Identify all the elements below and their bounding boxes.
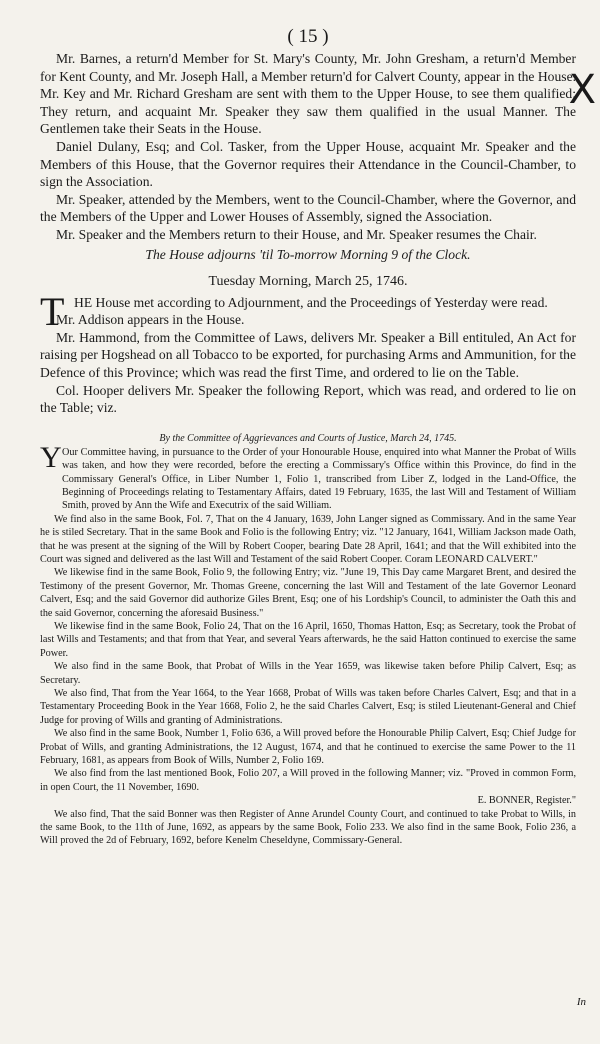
opening-paragraph-3: Mr. Speaker, attended by the Members, went to the Council-Chamber, where the Governor, and the Members of the Upper and Lower Houses of Assembly, signed the Association. (40, 191, 576, 225)
adjournment-line: The House adjourns 'til To-morrow Morning 9 of the Clock. (145, 246, 471, 262)
opening-paragraph-4: Mr. Speaker and the Members return to their House, and Mr. Speaker resumes the Chair. (56, 226, 537, 242)
session-date: Tuesday Morning, March 25, 1746. (208, 273, 408, 289)
report-first-paragraph: Our Committee having, in pursuance to the Order of your Honourable House, enquired into what Manner the Probat of Wills was taken, and how they were recorded, before the erecting a Commissary's Office within this Province, do find in the Commissary General's Office, in Liber Number 1, Folio 1, transcribed from Liber Z, lodged in the Land-Office, the Beginning of Proceedings relating to Testamentary Affairs, dated 19 February, 1635, the last Will and Testament of William Smith, proved by Ann the Wife and Executrix of the said William. (62, 446, 576, 512)
register-signature: E. BONNER, Register." (477, 795, 576, 807)
page-number: ( 15 ) (287, 26, 329, 47)
report-paragraph-5: We also find, That from the Year 1664, to the Year 1668, Probat of Wills was taken before Charles Calvert, Esq; and that in a Testamentary Proceeding Book in the Year 1668, Folio 2, he the said Charles Calvert, Esq; is stiled Lieutenant-General and Chief Judge for proving of Wills and granting of Administrations. (40, 688, 576, 726)
margin-x-mark: X (568, 67, 596, 113)
report-drop-cap: Y (40, 440, 62, 474)
session-first-paragraph: HE House met according to Adjournment, and the Proceedings of Yesterday were read. (74, 294, 548, 310)
report-tail-paragraph: We also find, That the said Bonner was then Register of Anne Arundel County Court, and continued to take Probat to Wills, in the same Book, to the 11th of June, 1692, as appears by the same Book, Folio 233. We also find in the same Book, Folio 236, a Will proved the 2d of February, 1692, before Kenelm Cheseldyne, Commissary-General. (40, 808, 576, 847)
session-paragraph-1: Mr. Addison appears in the House. (56, 312, 245, 328)
session-paragraph-2: Mr. Hammond, from the Committee of Laws, delivers Mr. Speaker a Bill entituled, An Act for raising per Hogshead on all Tobacco to be exported, for purchasing Arms and Ammunition, for the Defence of this Province; which was read the first Time, and ordered to lie on the Table. (40, 329, 577, 380)
opening-paragraph-2: Daniel Dulany, Esq; and Col. Tasker, from the Upper House, acquaint Mr. Speaker and the Members of this House, that the Governor requires their Attendance in the Council-Chamber, to sign the Association. (40, 138, 576, 190)
catchword: In (576, 996, 586, 1008)
report-paragraph-2: We likewise find in the same Book, Folio 9, the following Entry; viz. "June 19, This Day came Margaret Brent, and desired the Testimony of the present Governor, Mr. Thomas Greene, concerning the last Will and Testament of the late Governor Leonard Calvert, Esq; and the said Governor did authorize Giles Brent, Esq; one of his Lordship's Council, to administer the Oath this and the said Governor, concerning the aforesaid Business." (40, 567, 576, 619)
report-paragraph-6: We also find in the same Book, Number 1, Folio 636, a Will proved before the Honourable Philip Calvert, Esq; Chief Judge for Probat of Wills, and granting Administrations, the 12 August, 1674, and that he continued to exercise the same Power to the 11 February, 1681, as appears from Book of Wills, Number 2, Folio 169. (40, 728, 576, 767)
report-paragraph-7: We also find from the last mentioned Book, Folio 207, a Will proved in the following Manner; viz. "Proved in common Form, in open Court, the 11 November, 1690. (40, 768, 576, 793)
report-heading: By the Committee of Aggrievances and Courts of Justice, March 24, 1745. (159, 432, 457, 444)
drop-cap-letter: T (40, 288, 65, 334)
report-paragraph-3: We likewise find in the same Book, Folio 24, That on the 16 April, 1650, Thomas Hatton, Esq; as Secretary, took the Probat of last Wills and Testaments; and that from that Year, and several Years afterwards, he the said Hatton continued to exercise the same Power. (40, 620, 576, 659)
opening-paragraph-1: Mr. Barnes, a return'd Member for St. Mary's County, Mr. John Gresham, a return'd Member for Kent County, and Mr. Joseph Hall, a Member return'd for Calvert County, appear in the House. Mr. Key and Mr. Richard Gresham are sent with them to the Upper House, to see them qualified: They return, and acquaint Mr. Speaker they saw them qualified in the usual Manner. The Gentlemen take their Seats in the House. (40, 51, 576, 137)
signature-line (40, 794, 576, 807)
report-paragraph-1: We find also in the same Book, Fol. 7, That on the 4 January, 1639, John Langer signed as Commissary. And in the same Year he is stiled Secretary. That in the same Book and Folio is the following Entry; viz. "12 January, 1641, William Jackson made Oath, that he was present at the signing of the Will by Robert Cooper, bearing Date 28 April, 1641; and that the Will exhibited into the Court was signed and delivered as the last Will and Testament of the said Robert Cooper. Coram LEONARD CALVERT." (40, 513, 576, 565)
session-paragraph-3: Col. Hooper delivers Mr. Speaker the following Report, which was read, and ordered to lie on the Table; viz. (40, 382, 576, 416)
report-paragraph-4: We also find in the same Book, that Probat of Wills in the Year 1659, was likewise taken before Philip Calvert, Esq; as Secretary. (40, 661, 576, 686)
report-opening (40, 440, 576, 513)
